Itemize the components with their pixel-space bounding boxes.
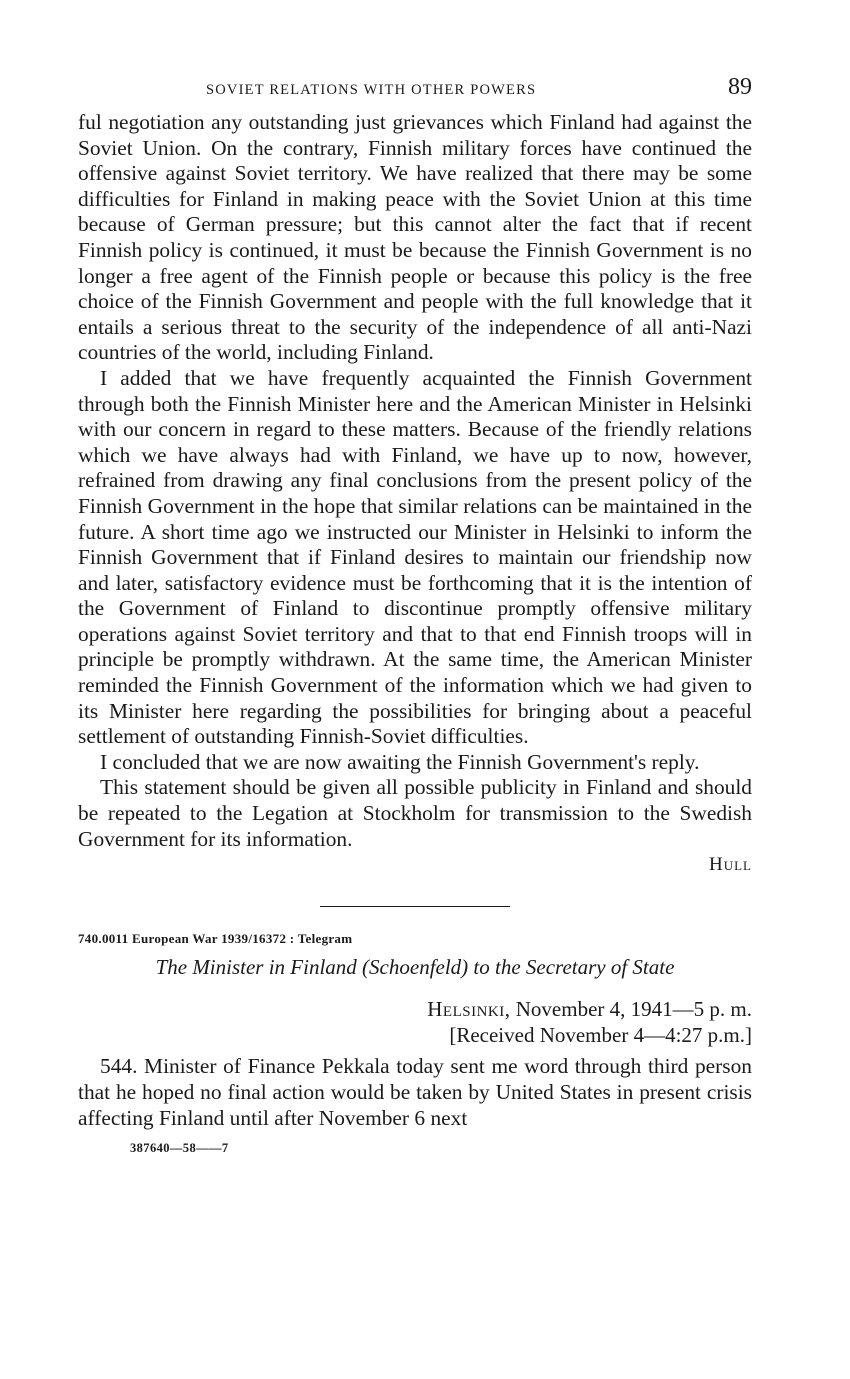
telegram-text: 544. Minister of Finance Pekkala today sent me word through third person that he hoped no final action would be taken by United States in present crisis affecting Finland until after November 6 next bbox=[78, 1054, 752, 1130]
received-note: [Received November 4—4:27 p.m.] bbox=[449, 1022, 752, 1047]
dateline-place: Helsinki, bbox=[427, 997, 511, 1022]
body-paragraph: ful negotiation any outstanding just grievances which Finland had against the Soviet Union. On the contrary, Finnish military forces have continued the offensive against Soviet territory. We have realized that there may be some difficulties for Finland in making peace with the Soviet Union at this time because of German pressure; but this cannot alter the fact that if recent Finnish policy is continued, it must be because the Finnish Government is no longer a free agent of the Finnish people or because this policy is the free choice of the Finnish Government and people with the full knowledge that it entails a serious threat to the security of the independence of all anti-Nazi countries of the world, including Finland. bbox=[78, 110, 752, 365]
dateline-date: November 4, 1941—5 p. m. bbox=[515, 997, 752, 1022]
body-paragraph: I added that we have frequently acquainted the Finnish Government through both the Finnish Minister here and the American Minister in Helsinki with our concern in regard to these matters. Because of the friendly relations which we have always had with Finland, we have up to now, however, refrained from drawing any final conclusions from the present policy of the Finnish Government in the hope that similar relations can be maintained in the future. A short time ago we instructed our Minister in Helsinki to inform the Finnish Government that if Finland desires to maintain our friendship now and later, satisfactory evidence must be forthcoming that it is the intention of the Government of Finland to discontinue promptly offensive military operations against Soviet territory and that to that end Finnish troops will in principle be promptly withdrawn. At the same time, the American Minister reminded the Finnish Government of the information which we had given to its Minister here regarding the possibilities for bringing about a peaceful settlement of outstanding Finnish-Soviet difficulties. bbox=[78, 365, 752, 749]
running-title: SOVIET RELATIONS WITH OTHER POWERS bbox=[206, 82, 537, 98]
signature: Hull bbox=[709, 854, 752, 876]
file-reference: 740.0011 European War 1939/16372 : Telegram bbox=[78, 931, 353, 947]
body-paragraph: This statement should be given all possible publicity in Finland and should be repeated to the Legation at Stockholm for transmission to the Swedish Government for its information. bbox=[78, 775, 752, 851]
body-paragraph: I concluded that we are now awaiting the Finnish Government's reply. bbox=[100, 749, 700, 774]
print-code: 387640—58——7 bbox=[130, 1141, 229, 1156]
document-page bbox=[78, 70, 752, 1156]
page-number: 89 bbox=[728, 74, 752, 100]
running-header bbox=[78, 70, 752, 110]
dateline bbox=[78, 997, 752, 1023]
section-divider bbox=[320, 906, 510, 907]
document-heading: The Minister in Finland (Schoenfeld) to the Secretary of State bbox=[155, 955, 675, 980]
